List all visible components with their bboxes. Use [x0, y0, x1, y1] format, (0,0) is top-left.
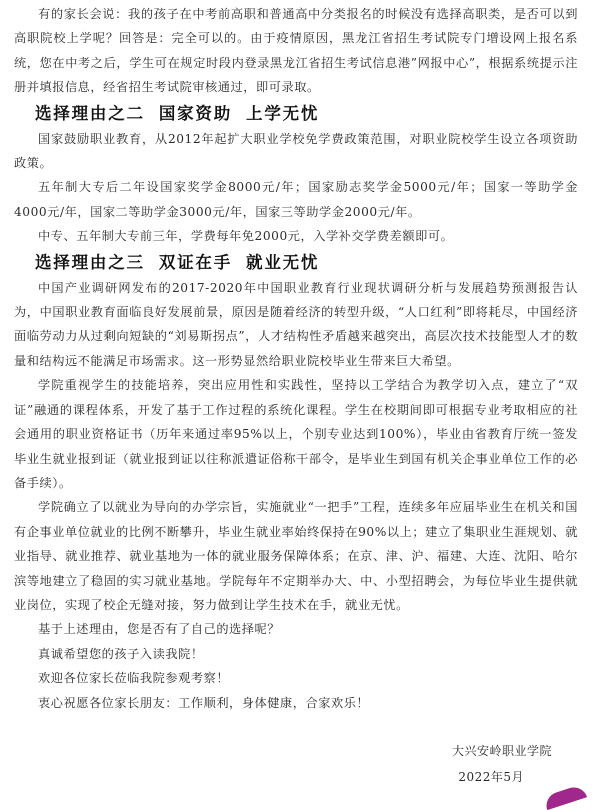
- section-2-heading-label: 选择理由之二: [35, 103, 145, 123]
- signature-school: 大兴安岭职业学院: [451, 744, 552, 758]
- section-2-heading: [0, 100, 604, 127]
- section-2-paragraph: 中专、五年制大专前三年，学费每年免2000元，入学补交学费差额即可。: [38, 229, 454, 244]
- closing-line: 衷心祝愿各位家长朋友：工作顺利，身体健康，合家欢乐！: [38, 695, 370, 710]
- intro-paragraph: 有的家长会说：我的孩子在中考前高职和普通高中分类报名的时候没有选择高职类，是否可以到高职院校上学呢？回答是：完全可以的。由于疫情原因，黑龙江省招生考试院专门增设网上报名系统，您在中考之后，学生可在规定时段内登录黑龙江省招生考试信息港”网报中心”，根据系统提示注册并填报信息，经省招生考试院审核通过，即可录取。: [14, 7, 578, 95]
- section-3-heading: [0, 249, 604, 276]
- closing-line: 真诚希望您的孩子入读我院！: [38, 646, 204, 661]
- section-2-paragraph: 国家鼓励职业教育，从2012年起扩大职业学校免学费政策范围，对职业院校学生设立各项资助政策。: [14, 131, 578, 171]
- section-3-heading-topic: 双证在手: [158, 252, 233, 272]
- signature-date: 2022年5月: [458, 770, 524, 784]
- section-3-paragraph: 学院确立了以就业为导向的办学宗旨，实施就业“一把手”工程，连续多年应届毕业生在机关和国有企事业单位就业的比例不断攀升，毕业生就业率始终保持在90%以上；建立了集职业生涯规划、就业指导、就业推荐、就业基地为一体的就业服务保障体系；在京、津、沪、福建、大连、沈阳、哈尔滨等地建立了稳固的实习就业基地。学院每年不定期举办大、中、小型招聘会，为每位毕业生提供就业岗位，实现了校企无缝对接，努力做到让学生技术在手，就业无忧。: [14, 500, 578, 612]
- section-3-heading-label: 选择理由之三: [35, 252, 145, 272]
- section-2-heading-topic: 国家资助: [158, 103, 233, 123]
- closing-line: 欢迎各位家长莅临我院参观考察！: [38, 671, 230, 686]
- corner-decoration: [543, 784, 587, 810]
- question-paragraph: 基于上述理由，您是否有了自己的选择呢？: [38, 622, 281, 637]
- section-3-heading-slogan: 就业无忧: [246, 252, 320, 272]
- section-3-paragraph: 学院重视学生的技能培养，突出应用性和实践性，坚持以工学结合为教学切入点，建立了“双证”融通的课程体系，开发了基于工作过程的系统化课程。学生在校期间即可根据专业考取相应的社会通用的职业资格证书（历年来通过率95%以上，个别专业达到100%），毕业由省教育厅统一签发毕业生就业报到证（就业报到证以往称派遣证俗称干部令，是毕业生到国有机关企事业单位工作的必备手续）。: [14, 378, 578, 490]
- section-3-paragraph: 中国产业调研网发布的2017-2020年中国职业教育行业现状调研分析与发展趋势预测报告认为，中国职业教育面临良好发展前景，原因是随着经济的转型升级，“人口红利”即将耗尽，中国经济面临劳动力从过剩向短缺的“刘易斯拐点”，人才结构性矛盾越来越突出，高层次技术技能型人才的数量和结构远不能满足市场需求。这一形势显然给职业院校毕业生带来巨大希望。: [14, 280, 578, 368]
- section-2-paragraph: 五年制大专后二年设国家奖学金8000元/年；国家励志奖学金5000元/年；国家一等助学金4000元/年，国家二等助学金3000元/年，国家三等助学金2000元/年。: [14, 180, 578, 219]
- section-2-heading-slogan: 上学无忧: [246, 103, 320, 123]
